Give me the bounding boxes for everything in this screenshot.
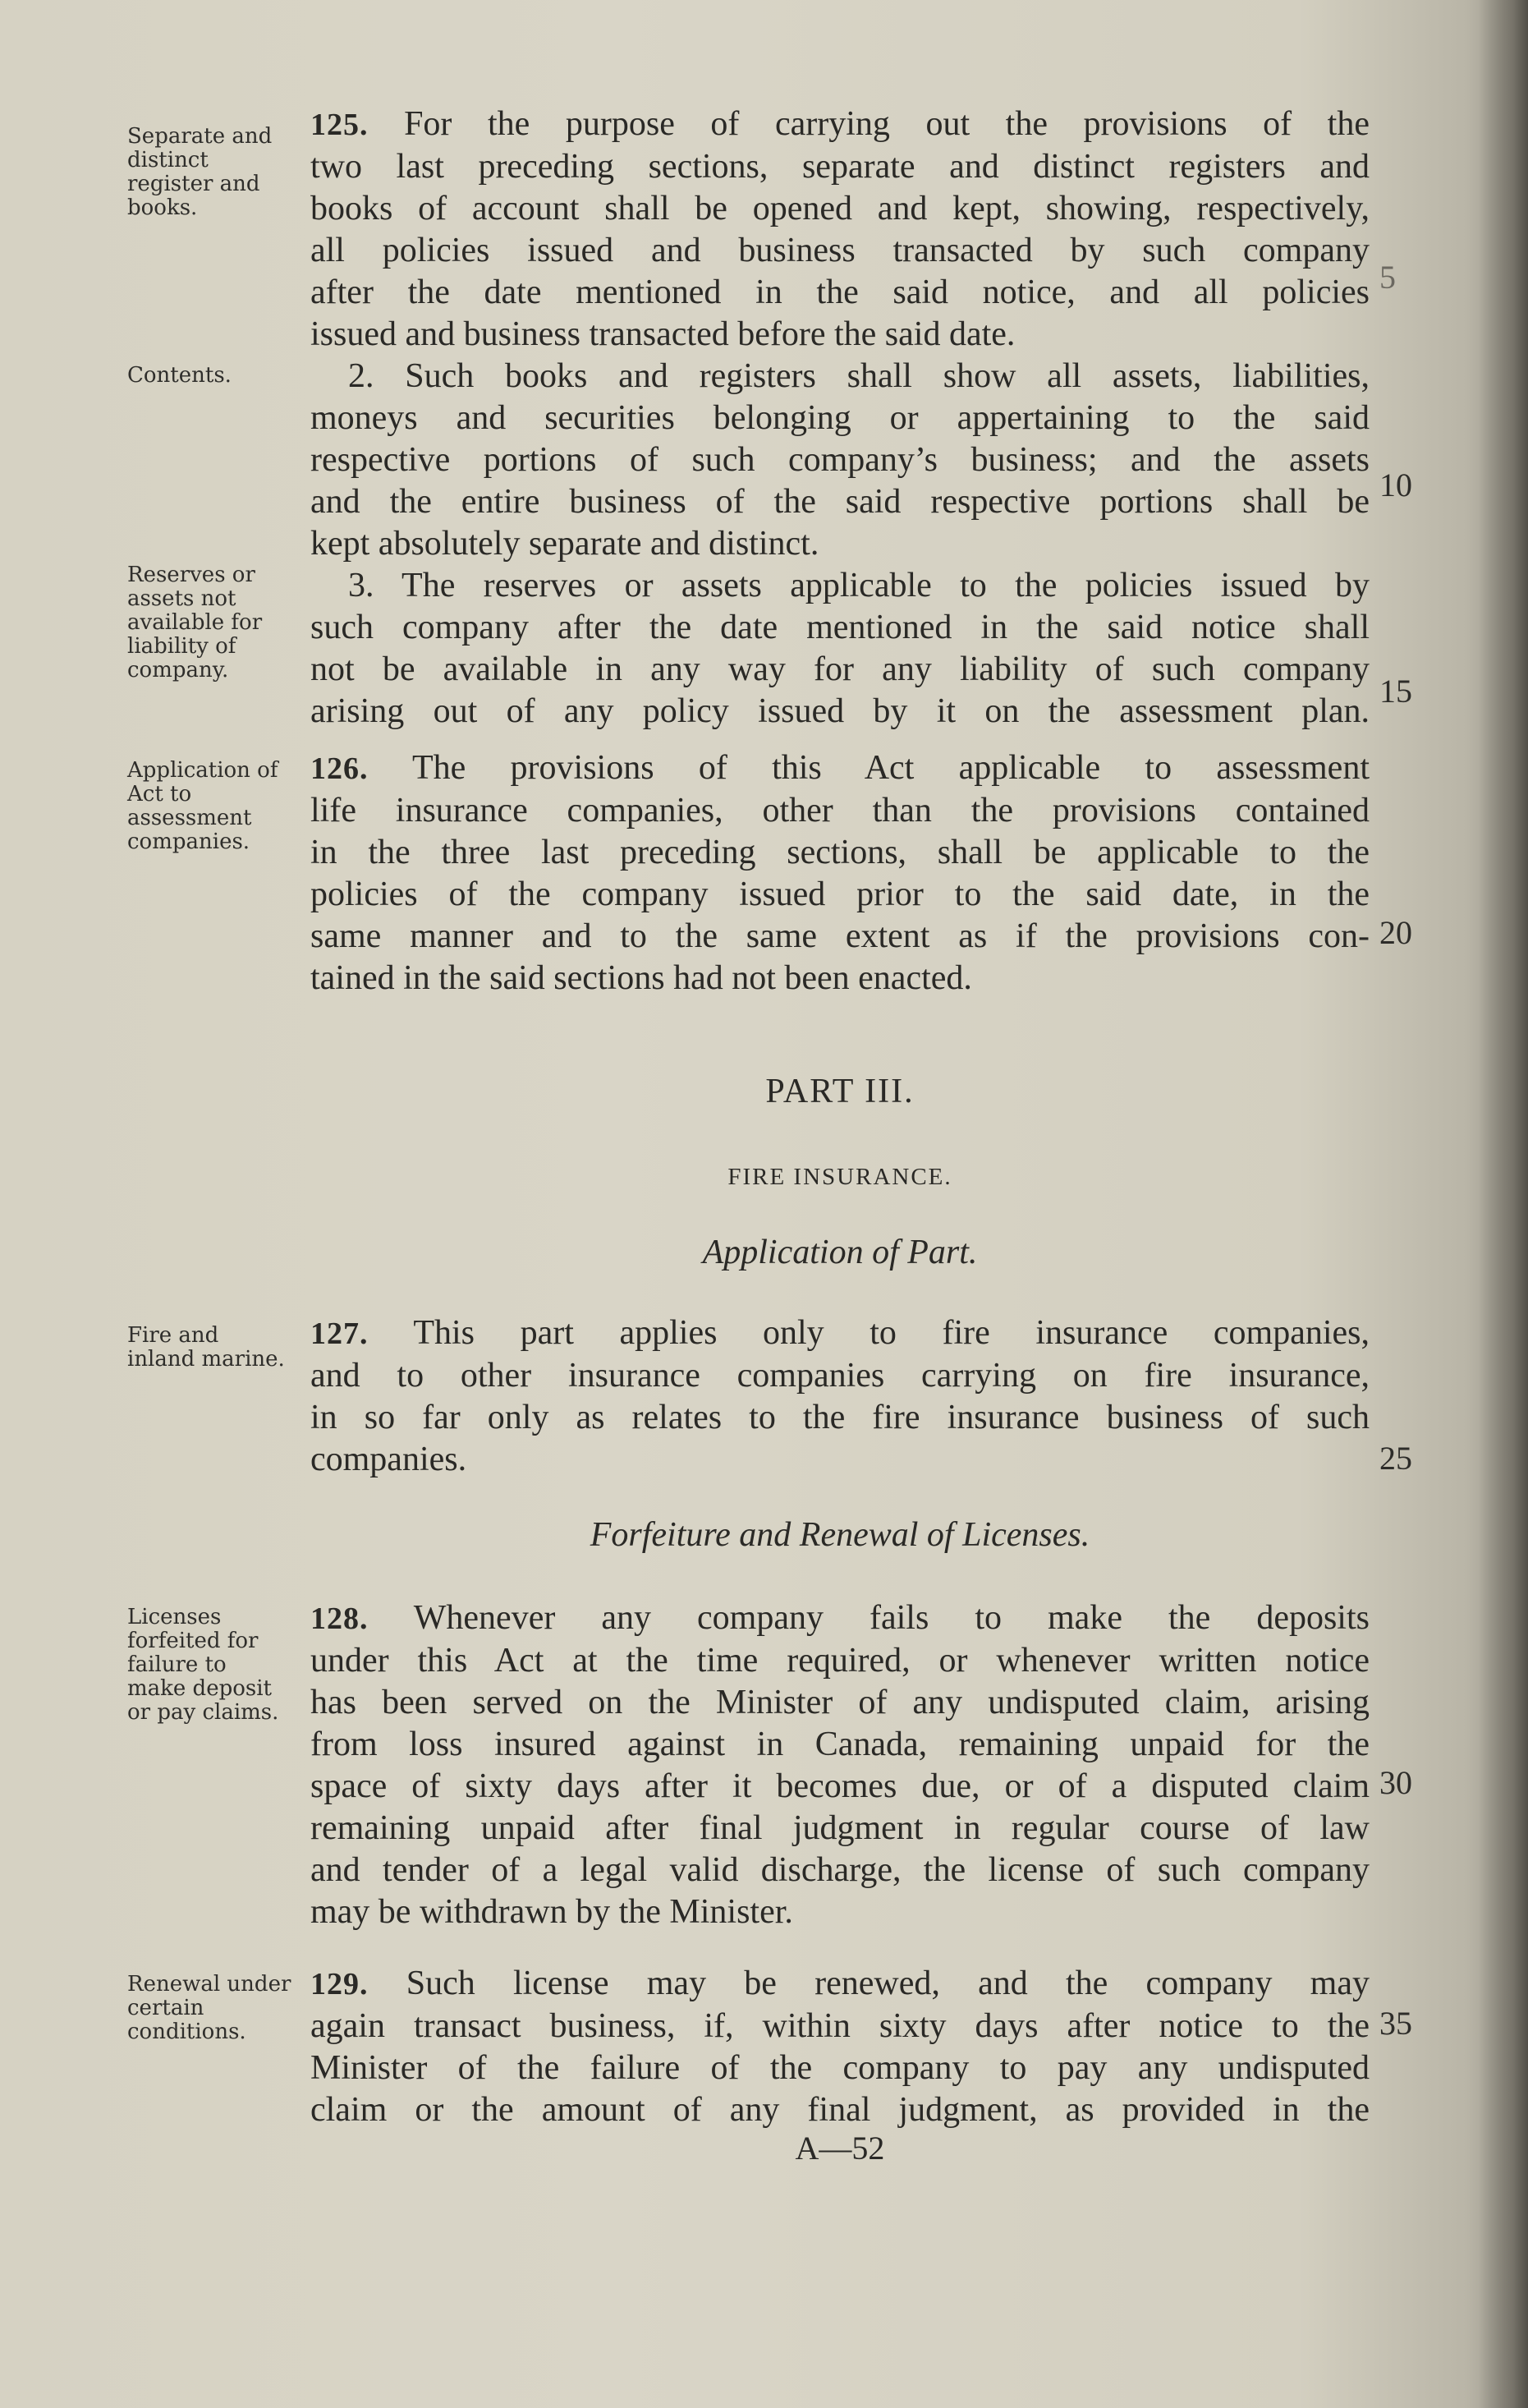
section-129-line: 129. Such license may be renewed, and the company may (310, 1965, 1370, 2002)
section-128-line: has been served on the Minister of any undisputed claim, arising (310, 1684, 1370, 1721)
line-number-25: 25 (1379, 1440, 1412, 1477)
subsection-2-line: moneys and securities belonging or appertaining to the said (310, 399, 1370, 437)
section-number: 125. (310, 108, 369, 142)
subsection-2-line: and the entire business of the said respective portions shall be (310, 483, 1370, 521)
margin-note-application-of-act: Application of Act to assessment companies. (127, 758, 278, 854)
section-127 (310, 1312, 1370, 1481)
line-number-10: 10 (1379, 466, 1412, 503)
section-128-line: may be withdrawn by the Minister. (310, 1893, 793, 1931)
section-126-line: 126. The provisions of this Act applicable to assessment (310, 749, 1370, 787)
subsection-2-line: 2. Such books and registers shall show all assets, liabilities, (348, 357, 1370, 395)
subsection-2-line: kept absolutely separate and distinct. (310, 525, 819, 563)
section-129-line: claim or the amount of any final judgment, as provided in the (310, 2091, 1370, 2129)
subsection-3-line: such company after the date mentioned in the said notice shall (310, 609, 1370, 646)
section-128 (310, 1597, 1370, 1933)
section-129-line: Minister of the failure of the company to pay any undisputed (310, 2049, 1370, 2087)
section-127-line: in so far only as relates to the fire insurance business of such (310, 1399, 1370, 1436)
section-number: 128. (310, 1602, 369, 1636)
subsection-3-line: arising out of any policy issued by it on the assessment plan. (310, 692, 1370, 730)
section-127-line: and to other insurance companies carrying on fire insurance, (310, 1357, 1370, 1395)
section-125-line: two last preceding sections, separate and distinct registers and (310, 148, 1370, 186)
section-125 (310, 103, 1370, 733)
section-126-line: policies of the company issued prior to the said date, in the (310, 875, 1370, 913)
section-128-line: and tender of a legal valid discharge, the license of such company (310, 1851, 1370, 1889)
subsection-2-line: respective portions of such company’s business; and the assets (310, 441, 1370, 479)
line-number-15: 15 (1379, 673, 1412, 710)
section-126-line: life insurance companies, other than the provisions contained (310, 792, 1370, 829)
section-125-line: all policies issued and business transacted by such company (310, 232, 1370, 269)
section-number: 129. (310, 1967, 369, 2001)
line-number-35: 35 (1379, 2005, 1412, 2042)
margin-note-separate-registers: Separate and distinct register and books. (127, 124, 273, 220)
section-number: 127. (310, 1317, 369, 1351)
section-126-line: in the three last preceding sections, shall be applicable to the (310, 834, 1370, 871)
section-128-line: space of sixty days after it becomes due, or of a disputed claim (310, 1767, 1370, 1805)
part-subtitle: FIRE INSURANCE. (727, 1164, 952, 1190)
section-128-line: 128. Whenever any company fails to make the deposits (310, 1599, 1370, 1637)
section-128-line: under this Act at the time required, or whenever written notice (310, 1642, 1370, 1680)
subsection-3-line: 3. The reserves or assets applicable to the policies issued by (348, 567, 1370, 604)
section-126-line: tained in the said sections had not been enacted. (310, 959, 972, 997)
section-125-line: issued and business transacted before the said date. (310, 315, 1016, 353)
section-127-line: companies. (310, 1441, 467, 1478)
section-125-line: books of account shall be opened and kept, showing, respectively, (310, 190, 1370, 227)
section-125-line: 125. For the purpose of carrying out the provisions of the (310, 105, 1370, 143)
subheading-application: Application of Part. (702, 1234, 978, 1271)
subsection-3-line: not be available in any way for any liability of such company (310, 650, 1370, 688)
line-number-30: 30 (1379, 1764, 1412, 1801)
section-125-line: after the date mentioned in the said notice, and all policies (310, 273, 1370, 311)
section-127-line: 127. This part applies only to fire insurance companies, (310, 1314, 1370, 1352)
section-129-line: again transact business, if, within sixty days after notice to the (310, 2007, 1370, 2045)
margin-note-reserves: Reserves or assets not available for liability of company. (127, 563, 263, 682)
line-number-5: 5 (1379, 259, 1396, 296)
subheading-forfeiture: Forfeiture and Renewal of Licenses. (590, 1516, 1090, 1554)
part-title: PART III. (765, 1073, 915, 1110)
page-folio: A—52 (795, 2130, 885, 2167)
margin-note-fire-inland-marine: Fire and inland marine. (127, 1323, 285, 1372)
page-gutter-shadow (1479, 0, 1528, 2408)
section-128-line: remaining unpaid after final judgment in regular course of law (310, 1809, 1370, 1847)
section-number: 126. (310, 751, 369, 786)
section-128-line: from loss insured against in Canada, remaining unpaid for the (310, 1726, 1370, 1763)
section-126 (310, 747, 1370, 1000)
section-126-line: same manner and to the same extent as if the provisions con- (310, 917, 1370, 955)
line-number-20: 20 (1379, 914, 1412, 951)
margin-note-renewal: Renewal under certain conditions. (127, 1972, 291, 2044)
section-129 (310, 1963, 1370, 2131)
margin-note-contents: Contents. (127, 363, 232, 388)
margin-note-licenses-forfeited: Licenses forfeited for failure to make deposit or pay claims. (127, 1605, 279, 1725)
